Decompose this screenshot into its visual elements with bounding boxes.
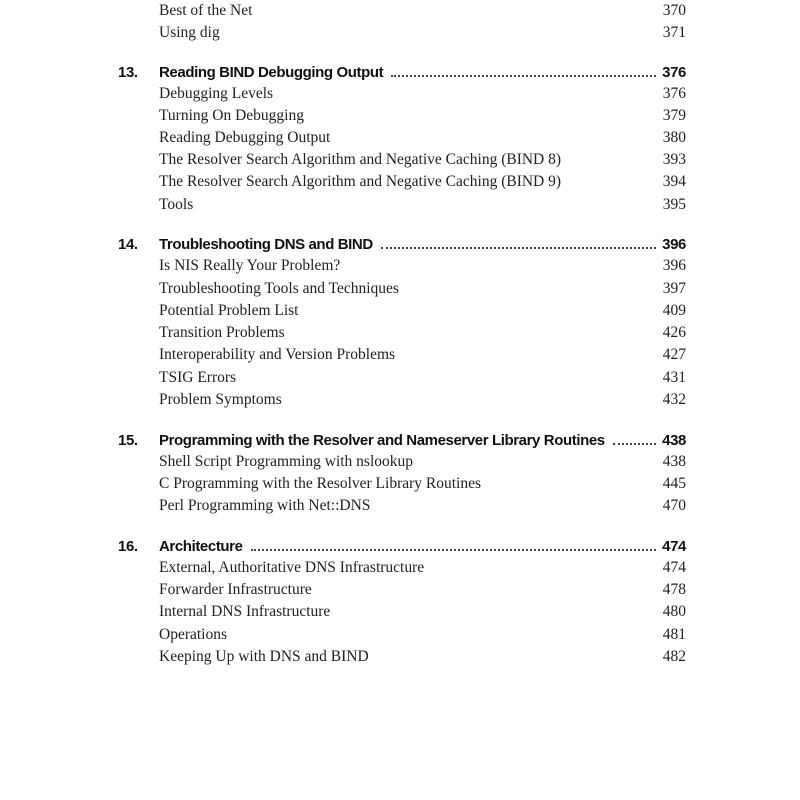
dot-leader [613,443,656,445]
toc-entry-page: 432 [662,391,686,408]
chapter-number: 14. [118,235,138,253]
dot-leader [251,549,657,551]
toc-entry-title: Operations [159,626,228,643]
toc-entry-title: Forwarder Infrastructure [159,581,312,598]
toc-entry [159,22,686,44]
toc-entry [159,171,686,193]
toc-entry-page: 474 [662,559,686,576]
toc-entry-title: Potential Problem List [159,302,299,319]
toc-entry [159,322,686,344]
toc-entry-page: 397 [662,280,686,297]
toc-entry [159,451,686,473]
chapter-number: 13. [118,63,138,81]
toc-entry [159,495,686,517]
toc-entry-page: 482 [662,648,686,665]
toc-entry-page: 395 [662,196,686,213]
toc-entry-title: Best of the Net [159,2,253,19]
toc-entry-page: 376 [662,85,686,102]
toc-entry-page: 380 [662,129,686,146]
toc-entry-page: 481 [662,626,686,643]
toc-entry [159,473,686,495]
toc-entry-title: Interoperability and Version Problems [159,346,396,363]
chapter-title: Reading BIND Debugging Output [159,63,384,81]
chapter-title: Programming with the Resolver and Nameserver Library Routines [159,431,605,449]
toc-entry-title: TSIG Errors [159,369,237,386]
toc-entry [159,83,686,105]
dot-leader [381,247,656,249]
chapter-page: 396 [662,235,686,253]
toc-entry-title: Transition Problems [159,324,285,341]
chapter-number: 15. [118,431,138,449]
toc-entry-title: Problem Symptoms [159,391,282,408]
toc-entry-title: The Resolver Search Algorithm and Negative Caching (BIND 9) [159,173,562,190]
toc-entry-page: 478 [662,581,686,598]
toc-entry [159,255,686,277]
toc-entry [159,389,686,411]
toc-entry [159,149,686,171]
dot-leader [391,75,656,77]
toc-entry-title: Using dig [159,24,220,41]
toc-entry-page: 409 [662,302,686,319]
toc-entry-title: Shell Script Programming with nslookup [159,453,414,470]
chapter-title: Architecture [159,537,243,555]
chapter-number: 16. [118,537,138,555]
toc-entry [159,624,686,646]
toc-entry-title: Is NIS Really Your Problem? [159,257,341,274]
toc-entry-page: 470 [662,497,686,514]
toc-entry-title: Tools [159,196,194,213]
toc-entry-title: Perl Programming with Net::DNS [159,497,371,514]
toc-entry [159,278,686,300]
toc-entry [159,601,686,623]
toc-entry [159,127,686,149]
toc-entry-page: 445 [662,475,686,492]
toc-entry-page: 393 [662,151,686,168]
toc-entry-title: C Programming with the Resolver Library Routines [159,475,482,492]
toc-entry-page: 371 [662,24,686,41]
chapter-page: 438 [662,431,686,449]
toc-entry-title: Keeping Up with DNS and BIND [159,648,369,665]
toc-entry [159,367,686,389]
chapter-heading-13 [118,60,686,84]
toc-entry [159,344,686,366]
toc-entry-title: Turning On Debugging [159,107,304,124]
toc-entry [159,300,686,322]
toc-entry [159,579,686,601]
toc-entry-title: Troubleshooting Tools and Techniques [159,280,399,297]
toc-entry-page: 438 [662,453,686,470]
toc-entry-page: 396 [662,257,686,274]
toc-entry-page: 431 [662,369,686,386]
toc-entry [159,646,686,668]
toc-entry-title: Debugging Levels [159,85,274,102]
toc-entry-page: 379 [662,107,686,124]
toc-entry-page: 427 [662,346,686,363]
toc-entry [159,105,686,127]
chapter-heading-14 [118,232,686,256]
toc-entry-title: Reading Debugging Output [159,129,331,146]
chapter-heading-15 [118,428,686,452]
toc-entry-page: 426 [662,324,686,341]
toc-entry [159,194,686,216]
chapter-title: Troubleshooting DNS and BIND [159,235,373,253]
toc-entry-title: Internal DNS Infrastructure [159,603,331,620]
chapter-page: 474 [662,537,686,555]
toc-entry [159,0,686,22]
toc-entry [159,557,686,579]
toc-entry-title: The Resolver Search Algorithm and Negative Caching (BIND 8) [159,151,562,168]
toc-entry-page: 370 [662,2,686,19]
chapter-page: 376 [662,63,686,81]
toc-entry-title: External, Authoritative DNS Infrastructure [159,559,425,576]
toc-entry-page: 394 [662,173,686,190]
toc-entry-page: 480 [662,603,686,620]
chapter-heading-16 [118,534,686,558]
